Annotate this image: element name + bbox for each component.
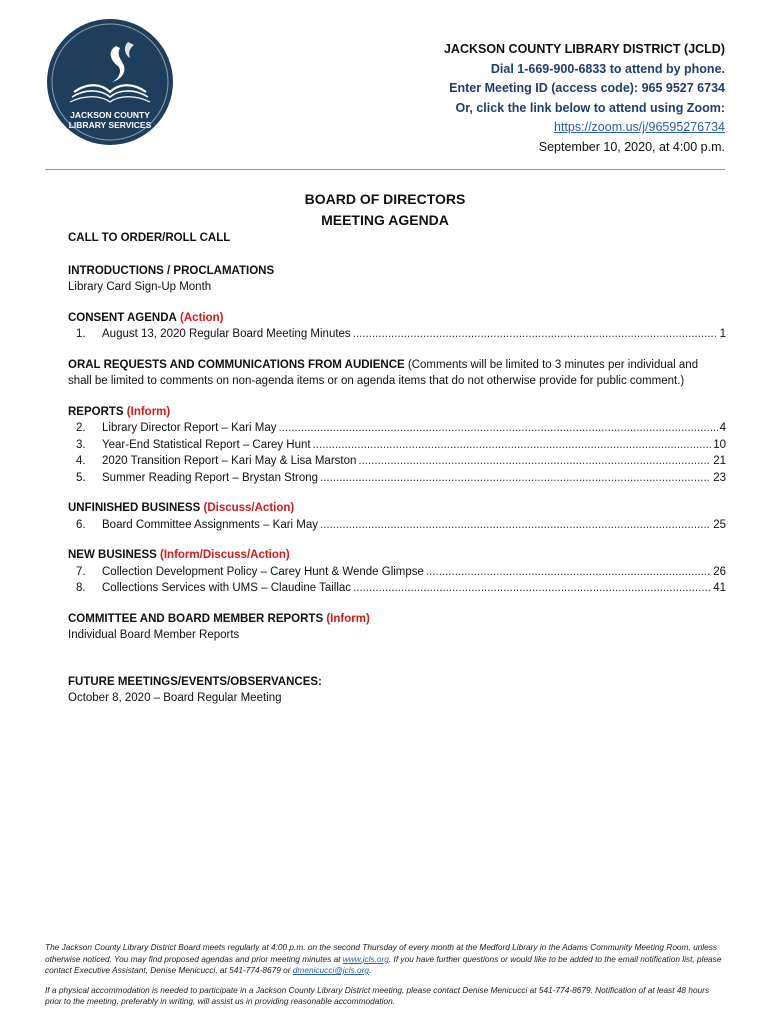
item-text: August 13, 2020 Regular Board Meeting Minutes [102,328,351,340]
library-logo [46,18,174,146]
item-page: 4 [719,422,726,434]
section-text-2: shall be limited to comments on non-agenda items or on agenda items that do not otherwise provide for public comment.) [68,375,685,387]
item-number: 6. [76,518,86,531]
agenda-item [68,470,726,487]
item-text: 2020 Transition Report – Kari May & Lisa Marston [102,455,357,467]
agenda-item [68,437,726,454]
phone-instructions: Dial 1-669-900-6833 to attend by phone. [490,61,725,76]
section-text: October 8, 2020 – Board Regular Meeting [68,692,282,704]
leader-dots [320,470,711,487]
email-link[interactable]: dmenicucci@jcls.org [292,965,370,975]
item-text: Collection Development Policy – Carey Hunt & Wende Glimpse [102,565,424,578]
item-text: Board Committee Assignments – Kari May [102,518,319,531]
section-heading: UNFINISHED BUSINESS [68,502,201,514]
agenda-item [68,564,726,581]
section-heading: COMMITTEE AND BOARD MEMBER REPORTS [68,612,324,625]
title-line2: MEETING AGENDA [321,212,449,228]
item-number: 1. [76,328,86,340]
item-text: Library Director Report – Kari May [102,422,277,434]
section-new-business [68,547,726,597]
agenda-item [68,453,726,470]
item-text: Collections Services with UMS – Claudine Taillac [102,582,352,594]
section-heading: REPORTS [68,405,124,418]
section-oral-requests [68,357,726,390]
title-line1: BOARD OF DIRECTORS [304,191,466,207]
section-text-1: (Comments will be limited to 3 minutes per individual and [407,358,699,371]
section-consent [68,310,726,343]
header-divider [45,169,725,170]
leader-dots [426,564,711,581]
section-committee-reports [68,611,726,644]
agenda-item [68,326,726,343]
zoom-link[interactable]: https://zoom.us/j/96595276734 [554,120,725,134]
action-label: (Discuss/Action) [203,502,295,514]
action-label: (Inform) [126,405,171,418]
leader-dots [278,420,717,437]
section-unfinished-business [68,500,726,533]
footer-paragraph-2: If a physical accommodation is needed to participate in a Jackson County Library District meeting, please contact Denise Menicucci at 541-774-8679. Notification of at least 48 hours prior to the meeting, preferably in writing, will assist us in providing reasonable accommodation. [45,984,710,1006]
footer-paragraph-1 [45,942,725,977]
item-text: Summer Reading Report – Brystan Strong [102,471,319,484]
item-page: 21 [713,455,726,467]
item-page: 41 [713,582,726,594]
section-introductions [68,263,726,296]
footer-notes [45,942,725,1016]
footer-text: . [369,965,372,975]
agenda-title [0,189,770,231]
section-heading: CONSENT AGENDA [68,311,177,324]
agenda-item [68,420,726,437]
call-to-order: CALL TO ORDER/ROLL CALL [68,232,231,244]
leader-dots [358,453,711,470]
leader-dots [313,437,712,454]
item-page: 10 [713,438,726,451]
leader-dots [320,517,711,534]
website-link[interactable]: www.jcls.org [342,953,389,964]
footer-text: The Jackson County Library District Board meets regularly at 4:00 p.m. on the second Thursday of every month at the Medford Library in the Adams Community Meeting Room, unless otherwise noticed. You may find proposed agendas and prior meeting minutes at [45,942,718,964]
zoom-prompt: Or, click the link below to attend using Zoom: [455,100,725,115]
section-text: Library Card Sign-Up Month [68,281,212,293]
item-page: 26 [713,565,726,578]
meeting-info-header [444,40,725,157]
agenda-item [68,517,726,534]
leader-dots [353,326,718,343]
item-page: 25 [713,518,726,531]
item-number: 4. [76,455,86,467]
section-heading: INTRODUCTIONS / PROCLAMATIONS [68,264,275,277]
footer-text: . If you have further questions or would like to be added to the email notification list, please contact Executive Assistant, Denise Menicucci, at 541-774-8679 or [45,953,722,975]
logo-text-line2: LIBRARY SERVICES [68,120,152,130]
meeting-id: Enter Meeting ID (access code): 965 9527 6734 [449,81,725,95]
agenda-item [68,580,726,597]
section-heading: ORAL REQUESTS AND COMMUNICATIONS FROM AUDIENCE [68,358,405,371]
org-name: JACKSON COUNTY LIBRARY DISTRICT (JCLD) [443,42,725,56]
item-page: 23 [713,471,726,484]
item-number: 2. [76,422,86,434]
item-number: 7. [76,565,86,578]
section-heading: FUTURE MEETINGS/EVENTS/OBSERVANCES: [68,675,322,688]
logo-text-line1: JACKSON COUNTY [70,110,150,120]
section-future-meetings [68,674,726,707]
leader-dots [353,580,711,597]
section-heading: NEW BUSINESS [68,549,157,561]
item-page: 1 [719,328,726,340]
item-text: Year-End Statistical Report – Carey Hunt [102,438,311,451]
item-number: 3. [76,438,86,451]
section-text: Individual Board Member Reports [68,629,240,641]
action-label: (Inform) [326,612,370,625]
item-number: 8. [76,582,86,594]
section-reports [68,404,726,487]
item-number: 5. [76,471,86,484]
action-label: (Action) [180,311,224,324]
agenda-body [68,230,726,707]
meeting-date: September 10, 2020, at 4:00 p.m. [538,139,725,154]
action-label: (Inform/Discuss/Action) [160,549,290,561]
